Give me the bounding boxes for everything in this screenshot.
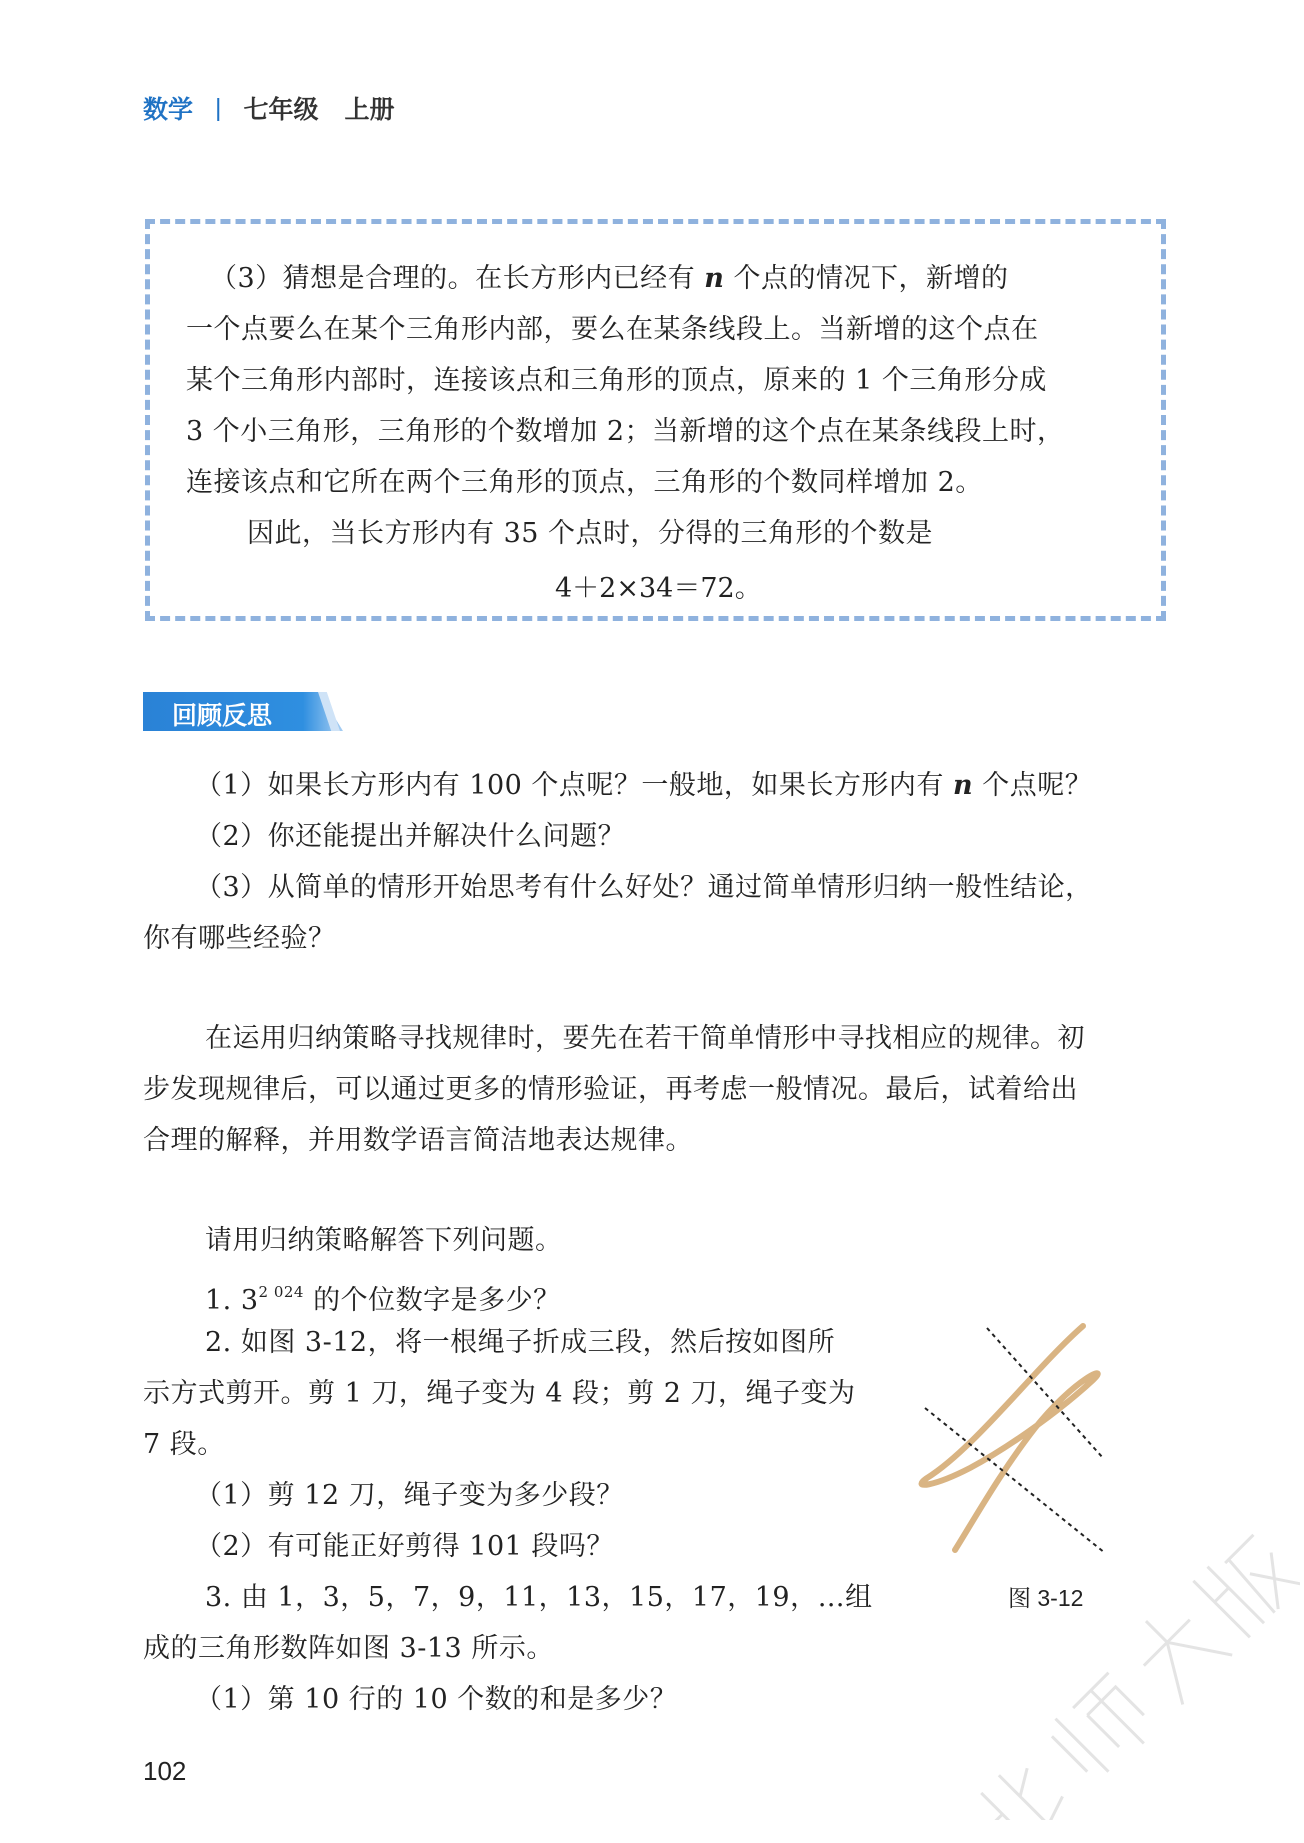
- cut-line-upper: [987, 1328, 1103, 1458]
- exercise-3-line2: 成的三角形数阵如图 3-13 所示。: [143, 1633, 554, 1664]
- running-header: [143, 90, 395, 126]
- exercise-2-line1: 2. 如图 3-12，将一根绳子折成三段，然后按如图所: [205, 1327, 836, 1358]
- watermark: [920, 1500, 1300, 1820]
- solution-line-1: （3）猜想是合理的。在长方形内已经有 n 个点的情况下，新增的: [210, 263, 1009, 294]
- exercise-intro: 请用归纳策略解答下列问题。: [205, 1225, 563, 1256]
- grade-label: 七年级: [243, 96, 319, 124]
- summary-line-1: 在运用归纳策略寻找规律时，要先在若干简单情形中寻找相应的规律。初: [205, 1023, 1085, 1054]
- exercise-3-q1: （1）第 10 行的 10 个数的和是多少？: [195, 1684, 678, 1715]
- var-n: n: [704, 263, 725, 294]
- watermark-glyph-bei: [967, 1754, 1070, 1820]
- subject-label: 数学: [143, 96, 194, 124]
- watermark-glyph-da: [1123, 1595, 1233, 1705]
- review-q3-line1: （3）从简单的情形开始思考有什么好处？通过简单情形归纳一般性结论，: [195, 872, 1093, 903]
- solution-line-6: 因此，当长方形内有 35 个点时，分得的三角形的个数是: [247, 518, 934, 549]
- figure-caption: 图 3-12: [1008, 1585, 1084, 1611]
- var-n: n: [952, 770, 974, 801]
- summary-line-2: 步发现规律后，可以通过更多的情形验证，再考虑一般情况。最后，试着给出: [143, 1074, 1078, 1105]
- solution-line-5: 连接该点和它所在两个三角形的顶点，三角形的个数同样增加 2。: [186, 467, 983, 498]
- solution-equation: 4＋2×34＝72。: [555, 573, 762, 604]
- review-q2: （2）你还能提出并解决什么问题？: [195, 821, 626, 852]
- watermark-glyph-shi: [1045, 1669, 1162, 1786]
- solution-line-3: 某个三角形内部时，连接该点和三角形的顶点，原来的 1 个三角形分成: [186, 365, 1047, 396]
- review-q1: （1）如果长方形内有 100 个点呢？一般地，如果长方形内有 n 个点呢？: [195, 770, 1093, 801]
- exercise-1: 1. $3^{2 024}$ 的个位数字是多少？: [205, 1283, 561, 1316]
- solution-line-4: 3 个小三角形，三角形的个数增加 2；当新增的这个点在某条线段上时，: [186, 416, 1065, 447]
- page-number: 102: [143, 1756, 187, 1786]
- review-tag-label: 回顾反思: [172, 702, 273, 730]
- exercise-2-q1: （1）剪 12 刀，绳子变为多少段？: [195, 1480, 624, 1511]
- header-separator: |: [215, 93, 222, 122]
- summary-line-3: 合理的解释，并用数学语言简洁地表达规律。: [143, 1125, 693, 1156]
- exercise-2-q2: （2）有可能正好剪得 101 段吗？: [195, 1531, 614, 1562]
- exercise-3-line1: 3. 由 1，3，5，7，9，11，13，15，17，19，…组: [205, 1582, 873, 1613]
- solution-line-2: 一个点要么在某个三角形内部，要么在某条线段上。当新增的这个点在: [186, 314, 1039, 345]
- review-q3-line2: 你有哪些经验？: [143, 923, 336, 954]
- watermark-glyph-ban: [1193, 1528, 1300, 1638]
- exercise-2-line3: 7 段。: [143, 1429, 225, 1460]
- book-label: 上册: [344, 96, 395, 124]
- exercise-2-line2: 示方式剪开。剪 1 刀，绳子变为 4 段；剪 2 刀，绳子变为: [143, 1378, 856, 1409]
